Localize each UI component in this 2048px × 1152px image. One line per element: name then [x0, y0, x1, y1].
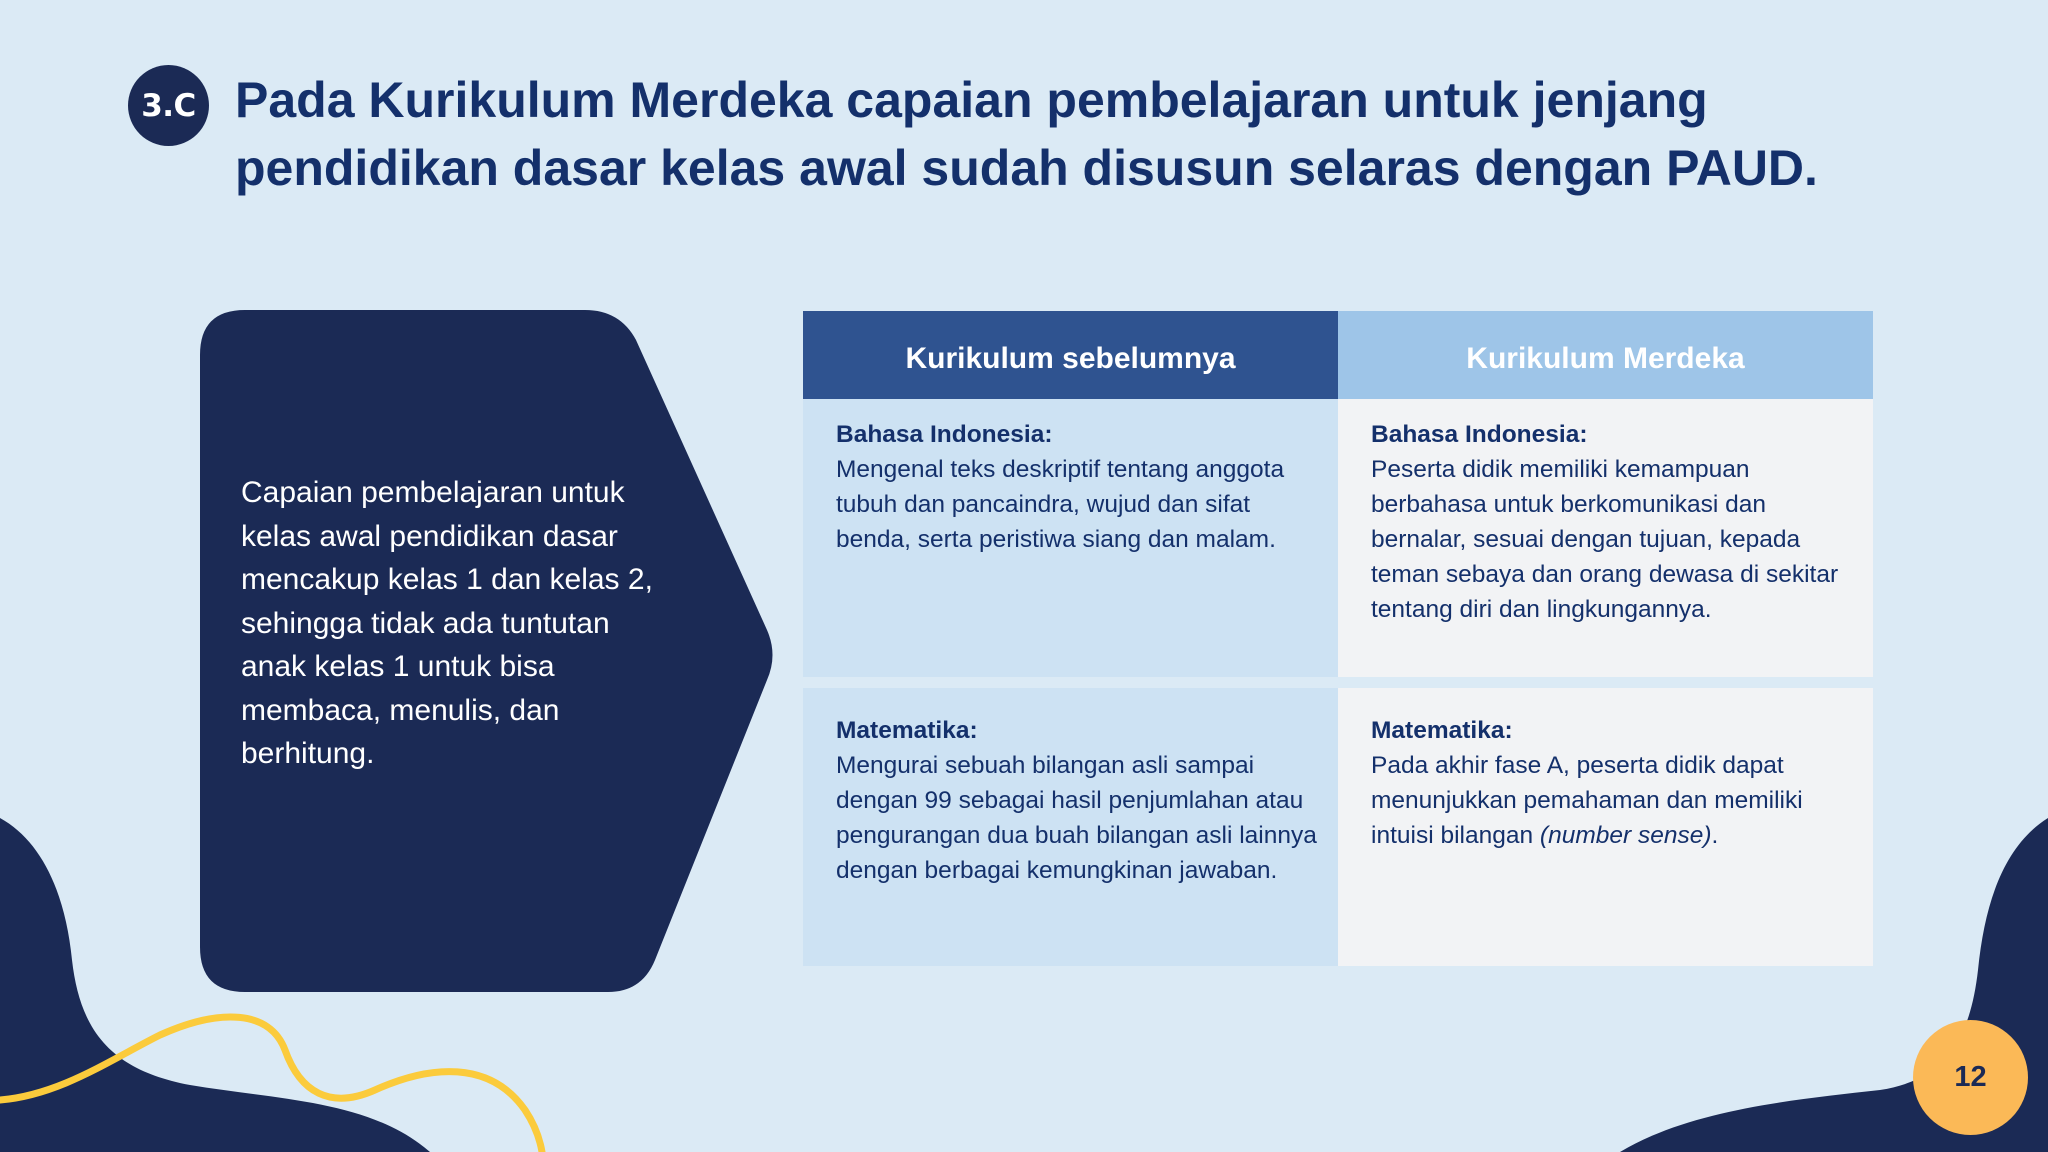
- cell-merdeka-matematika: [1338, 688, 1873, 966]
- summary-line: Capaian pembelajaran untuk: [241, 476, 625, 509]
- table-row-bahasa-indonesia: [803, 399, 1873, 677]
- cell-subject: Bahasa Indonesia:: [1371, 421, 1588, 448]
- summary-line: kelas awal pendidikan dasar: [241, 519, 618, 553]
- section-badge: 3.C: [128, 65, 209, 146]
- cell-description-end: .: [1711, 822, 1719, 849]
- cell-subject: Matematika:: [836, 717, 978, 744]
- summary-line: berhitung.: [241, 737, 375, 770]
- cell-description: [1371, 748, 1863, 853]
- header-merdeka-curriculum: Kurikulum Merdeka: [1338, 311, 1873, 399]
- cell-description-italic: (number sense): [1539, 822, 1712, 849]
- summary-line: membaca, menulis, dan: [241, 693, 560, 727]
- header-previous-curriculum: Kurikulum sebelumnya: [803, 311, 1338, 399]
- summary-line: sehingga tidak ada tuntutan: [241, 606, 610, 640]
- cell-description: Peserta didik memiliki kemampuan berbahasa untuk berkomunikasi dan bernalar, sesuai dengan tujuan, kepada teman sebaya dan orang dewasa di sekitar tentang diri dan lingkungannya.: [1371, 456, 1839, 623]
- page-title-line-1: Pada Kurikulum Merdeka capaian pembelajaran untuk jenjang: [235, 72, 1708, 128]
- cell-description-text: Pada akhir fase A, peserta didik dapat menunjukkan pemahaman dan memiliki intuisi bilangan: [1371, 752, 1803, 849]
- cell-previous-bahasa-indonesia: [803, 399, 1338, 677]
- summary-line: anak kelas 1 untuk bisa: [241, 650, 555, 683]
- cell-previous-matematika: [803, 688, 1338, 966]
- summary-text: [241, 471, 711, 776]
- cell-merdeka-bahasa-indonesia: [1338, 399, 1873, 677]
- cell-subject: Bahasa Indonesia:: [836, 421, 1053, 448]
- cell-description: Mengenal teks deskriptif tentang anggota tubuh dan pancaindra, wujud dan sifat benda, serta peristiwa siang dan malam.: [836, 456, 1285, 553]
- cell-subject: Matematika:: [1371, 717, 1513, 744]
- comparison-table-header: [803, 311, 1873, 399]
- page-number-badge: 12: [1913, 1020, 2028, 1135]
- summary-line: mencakup kelas 1 dan kelas 2,: [241, 563, 653, 596]
- cell-description: Mengurai sebuah bilangan asli sampai dengan 99 sebagai hasil penjumlahan atau pengurangan dua buah bilangan asli lainnya dengan berbagai kemungkinan jawaban.: [836, 752, 1317, 884]
- comparison-table: [803, 311, 1873, 966]
- table-row-matematika: [803, 688, 1873, 966]
- page-title: [235, 66, 1955, 202]
- page-title-line-2: pendidikan dasar kelas awal sudah disusun selaras dengan PAUD.: [235, 140, 1818, 196]
